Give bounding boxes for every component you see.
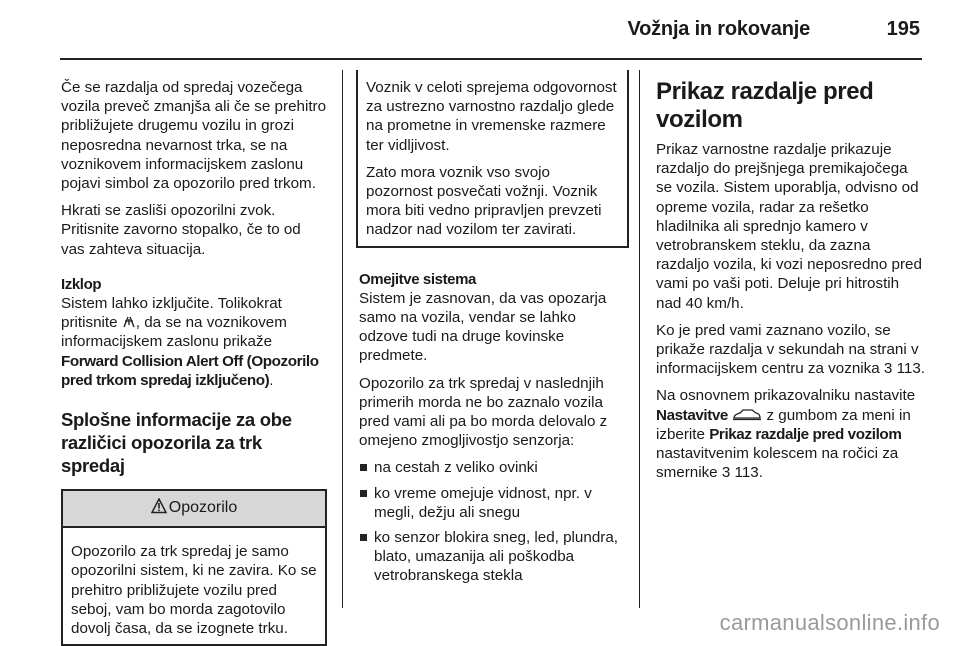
paragraph-warning-sound: Hkrati se zasliši opozorilni zvok. Pritisnite zavorno stopalko, če to od vas zahteva situacija. [61,202,301,258]
paragraph-driver-responsibility: Voznik v celoti sprejema odgovornost za ustrezno varnostno razdaljo glede na prometne in vremenske razmere ter vidljivost. [366,79,617,154]
column-2 [359,78,629,592]
paragraph-switch-off [61,294,327,390]
paragraph-settings [656,386,926,482]
paragraph-limited-detection: Opozorilo za trk spredaj v naslednjih primerih morda ne bo zaznalo vozila pred vami ali pa bo morda delovalo z omejeno zmogljivostjo senzorja: [359,374,608,450]
settings-text-b: z gumbom za meni in izberite [656,406,911,443]
warning-triangle-icon [151,498,167,514]
switch-off-text-b: , da se na voznikovem informacijskem zaslonu prikaže [61,314,287,351]
list-item: na cestah z veliko ovinki [359,458,629,477]
settings-text-a: Na osnovnem prikazovalniku nastavite [656,387,916,405]
distance-menu-item: Prikaz razdalje pred vozilom [709,425,902,443]
warning-header [63,491,325,528]
paragraph-metal-objects: Sistem je zasnovan, da vas opozarja samo na vozila, vendar se lahko odzove tudi na druge kovinske predmete. [359,289,607,365]
heading-general-info: Splošne informacije za obe različici opozorila za trk spredaj [61,409,292,477]
section-title-switch-off: Izklop [61,275,102,293]
collision-alert-icon [122,315,136,329]
settings-text-c: nastavitvenim kolescem na ročici za smernike [656,445,899,482]
paragraph-distance-description: Prikaz varnostne razdalje prikazuje razdaljo do prejšnjega premikajočega se vozila. Sistem uporablja, odvisno od opreme vozila, radar za rešetko hladilnika ali sprednjo kamero v vetrobranskem steklu, da zazna razdaljo vozila, ki vozi neposredno pred vami po vaši poti. Deluje pri hitrostih nad 40 km/h. [656,141,922,312]
paragraph-driver-attention: Zato mora voznik vso svojo pozornost posvečati vožnji. Voznik mora biti vedno pripravljen prevzeti nadzor nad vozilom ter zavirati. [366,163,602,239]
column-divider-1 [342,70,343,608]
car-settings-icon [732,408,762,422]
limitations-list [359,458,629,585]
column-1 [61,78,327,646]
warning-title: Opozorilo [168,499,238,517]
warning-continuation-box [356,70,629,248]
header-title: Vožnja in rokovanje [627,18,810,40]
column-3 [656,78,926,490]
paragraph-distance-seconds [656,321,926,379]
column-divider-2 [639,70,640,608]
distance-seconds-text: Ko je pred vami zaznano vozilo, se prikaže razdalja v sekundah na strani v informacijskem centru za voznika [656,321,919,378]
warning-body: Opozorilo za trk spredaj je samo opozorilni sistem, ki ne zavira. Ko se prehitro približujete vozilu pred seboj, vam bo morda zagotovilo dovolj časa, da se izognete trku. [71,543,317,638]
list-item: ko vreme omejuje vidnost, npr. v megli, dežju ali snegu [359,484,629,522]
paragraph-collision-symbol: Če se razdalja od spredaj vozečega vozila preveč zmanjša ali če se prehitro približujete drugemu vozilu in grozi neposredna nevarnost trka, se na voznikovem informacijskem zaslonu pojavi simbol za opozorilo pred trkom. [61,79,327,193]
section-title-system-limits: Omejitve sistema [359,270,476,288]
switch-off-period: . [269,371,274,389]
page-reference-link-2[interactable]: 3 113. [721,464,763,482]
settings-label: Nastavitve [656,406,728,424]
switch-off-message: Forward Collision Alert Off (Opozorilo pred trkom spredaj izključeno) [61,352,319,389]
list-item: ko senzor blokira sneg, led, plundra, blato, umazanija ali poškodba vetrobranskega stekla [359,528,629,586]
page-reference-link[interactable]: 3 113. [883,360,926,378]
header-rule [60,58,922,60]
watermark: carmanualsonline.info [719,610,940,635]
warning-box [61,489,327,646]
page-number: 195 [886,18,920,40]
switch-off-text-a: Sistem lahko izključite. Tolikokrat pritisnite [61,295,282,332]
heading-distance-display: Prikaz razdalje pred vozilom [656,78,874,133]
